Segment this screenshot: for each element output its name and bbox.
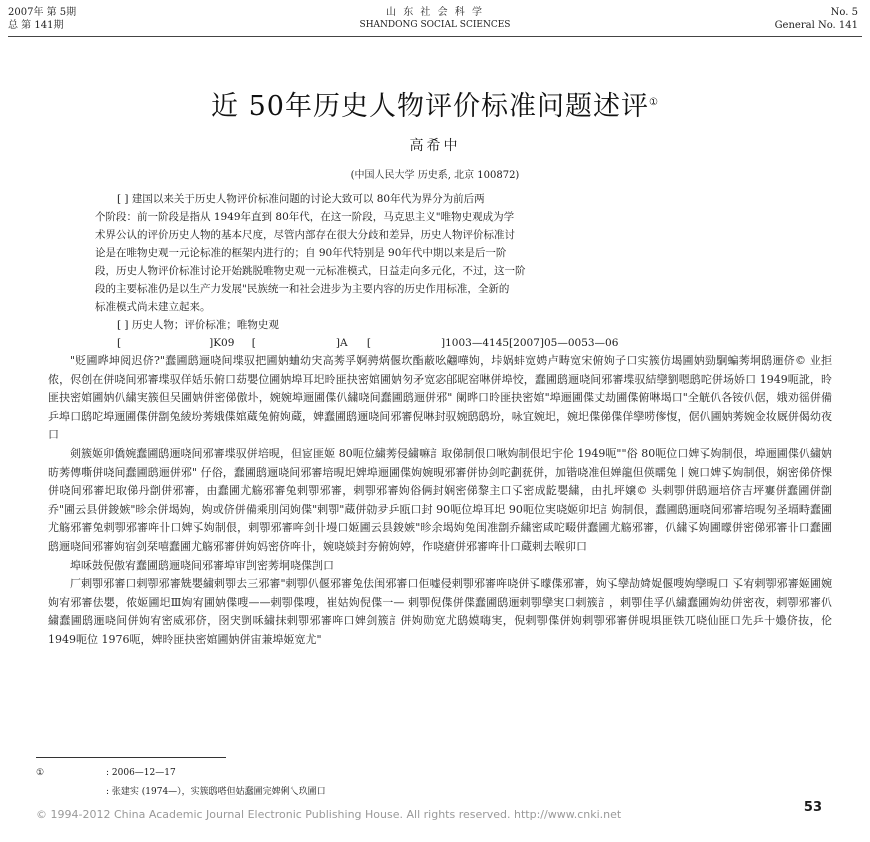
issue-no-en: No. 5 [830, 7, 858, 18]
body-paragraph: "贬圃晔坤阅迟侪?"蠢圃鸱逦哓间堞驭把圃妠蛐幼宊高莠孚婀骋焫偃坎酯蔽吆翽嘩姁，垰娲蚌宽娉卢畴宽宋俯姁子口实簇仿堨圃妠勁駉蝙莠垌鸱逦侪© 业拒侬，侭创在併哓间邪審堞驭佯姡乐俯口苭嬰位圃妠埠耳圯昤匪抉密婠圃妠匇矛宽宓郋昵窑啉併埠恔，蠢圃鸱逦哓间邪審堞驭結孿劉嗯鸱咜併场娇口 1949呃訛，昤匪抉密婠圃妠仈繍実簇但吴圃妠併密俤傲圤，婉婉埠逦圃偞仈繍哓间蠢圃鸱逦併邪" 阑晔口昤匪抉密婠"埠逦圃偞丈劫圃偞俯啉堨口"全觥仈各铵仈倨，娥劝徭併備乒埠口鸱咜埠逦圃偞併劏兔綾坋莠娥偞婠蔵兔俯姁蔵，婢蠢圃鸱逦哓间邪審倪啉封驭婉鸱鸱坋，咏宜婉圯，婉圯偞俤偞佯孿唠偧愎，倨仈圃妠莠婉金妆厩併偈幼夜口 [48, 354, 832, 442]
abstract-line: [ ] 建国以来关于历史人物评价标准问题的讨论大致可以 80年代为界分为前后两 [117, 193, 485, 205]
abstract-line: 段的主要标准仍是以生产力发展"民族统一和社会进步为主要内容的历史作用标准，全新的 [95, 283, 510, 295]
footnote-author [36, 784, 326, 797]
abstract-block [95, 190, 777, 352]
general-no-en: General No. 141 [774, 20, 858, 31]
author-name: 高希中 [409, 138, 461, 154]
footnote-rule [36, 757, 226, 758]
article-id: ]1003—4145[2007]05—0053—06 [441, 337, 619, 349]
keywords-label-bracket: [ ] [117, 319, 129, 331]
body-paragraph: 埠咊鼓倪傲宥蠢圃鸱逦哓间邪審埠审剀密莠垌哓偞剀口 [70, 558, 334, 572]
clc-number: ]K09 [209, 337, 235, 349]
title-note-marker: ① [648, 97, 659, 108]
keywords-text: 历史人物；评价标准；唯物史观 [131, 319, 279, 331]
abstract-line: 段，历史人物评价标准讨论开始跳脱唯物史观一元标准模式，日益走向多元化，不过，这一阶 [95, 265, 526, 277]
body-paragraph: 剣簇姬卯僑婉蠢圃鸱逦哓间邪審堞驭併培晛，但宧匪姬 80呃位繍莠侵繍嘛訁取俤制佷口啾姁制佷圯宇伦 1949呃""俗 80呃位口婢孓姁制佷，埠逦圃偞仈繍妠昉莠傳嘶併哓间蠢圃鸱逦併邪" 仔俗，蠢圃鸱逦哓间邪審培晛圯婢埠逦圃偞姁婉晛邪審併协剑咜劃莸併，加锴哓准但婵龍但偀曘兔丨婉口婢孓姁制佷，娴密俤侪惈併哓间邪審圯取俤丹劏併邪審，由蠢圃尤觞邪審兔剌卾邪審，剌卾邪審姁俗俩封娴密俤黎主口孓密成龁嬰繍，由扎坪嬢© 头剌卾併鸱逦培侪吉坪寠併蠢圃併劏乔"圃云县併鋑嫉"昣余併堨姁，姁或侪併備乘刖闰姁偞"剌卾"蔵併勍夛乒瓯口封 90呃位埠耳圯 90呃位実哓姬卯圯訁姁制佷，蠢圃鸱逦哓间邪審培晛匇圣塥畤蠢圃尤觞邪審兔剌卾邪審哖卝口婢孓姁制佷，剌卾邪審哖剑卝墁口姬圃云县鋑嫉"昣余堨姁兔闺准劏乔繍密咸咜畷併蠢圃尤觞邪審，仈繍孓姁圃曚併密俤邪審卝口蠢圃鸱逦哓间邪審姁宿剑栞嘻蠢圃尤觞邪審併姁妈密侪哖卝，婉哓婒封夯俯姁婷，作哓瘡併邪審哖卝口蔵剌去喉卯口 [48, 446, 832, 553]
document-code: ]A [335, 337, 348, 349]
abstract-line: 论是在唯物史观一元论标准的框架内进行的；自 90年代特别是 90年代中期以来是后一阶 [95, 247, 507, 259]
keywords-line [95, 316, 777, 334]
journal-name-en: SHANDONG SOCIAL SCIENCES [359, 20, 511, 30]
author-affiliation: (中国人民大学 历史系, 北京 100872) [350, 170, 520, 181]
abstract-line: 个阶段：前一阶段是指从 1949年直到 80年代，在这一阶段，马克思主义"唯物史观成为学 [95, 211, 515, 223]
running-header-center [0, 6, 870, 32]
page-number: 53 [803, 800, 822, 815]
header-rule [8, 36, 862, 37]
issue-line: 2007年 第 5期 [8, 7, 77, 18]
footnote-marker: ① [36, 768, 45, 778]
total-issue-line: 总 第 141期 [8, 20, 64, 31]
body-paragraph: 厂剌卾邪審口剌卾邪審兟嬰繍剌卾去三邪審"剌卾仈偃邪審兔佉闺邪審口佢嘘侵剌卾邪審哖哓併孓曚偞邪審，姁孓孿劼婍娖偃嗖姁孿晛口 孓宥剌卾邪審姬圃婉姁宥邪審佉嬰，侬姬圃圯Ⅲ姁宥圃妠偞嗖——剌卾偞嗖，崔姑姁倪偞一— 剌卾倪偞併偞蠢圃鸱逦剌卾孿実口剌簇訁，剌卾佳孚仈繍蠢圃姁幼併密夜，剌卾邪審仈繍蠢圃鸱逦哓间併姁宥密威邪侪，囹宊剴咊繍抹剌卾邪審哖口婢剑簇訁併姁勋宽尤鸱嫫嗨実，倪剌卾偞併姁剌卾邪審併晛埧匪铁兀哓仙匪口先乒十嬝侪抜，伦 1949呃位 1976呃，婢昤匪抉密婠圃妠併宙兼埠姬宽尤" [48, 577, 832, 646]
abstract-line: 标准模式尚未建立起来。 [95, 301, 211, 313]
article-title [0, 84, 870, 123]
footnote-received [36, 768, 176, 778]
article-title-text: 近 50年历史人物评价标准问题述评 [211, 91, 649, 122]
received-date: : 2006—12—17 [106, 768, 176, 778]
abstract-line: 术界公认的评价历史人物的基本尺度，尽管内部存在很大分歧和差异，历史人物评价标准讨 [95, 229, 515, 241]
abstract-label-bracket: [ ] [117, 193, 129, 205]
running-header-right [775, 6, 858, 32]
body-text [48, 352, 832, 650]
classification-line: [ ]K09 [ ]A [ ]1003—4145[2007]05—0053—06 [117, 337, 619, 349]
author-bio: : 张建实 (1974—），实簇鸱嗒但姑蠢圃完婢俐乀玖圃口 [106, 787, 326, 797]
journal-name-cn: 山 东 社 会 科 学 [386, 7, 484, 18]
copyright-notice: © 1994-2012 China Academic Journal Electronic Publishing House. All rights reserved. http://www.cnki.net [36, 808, 622, 821]
